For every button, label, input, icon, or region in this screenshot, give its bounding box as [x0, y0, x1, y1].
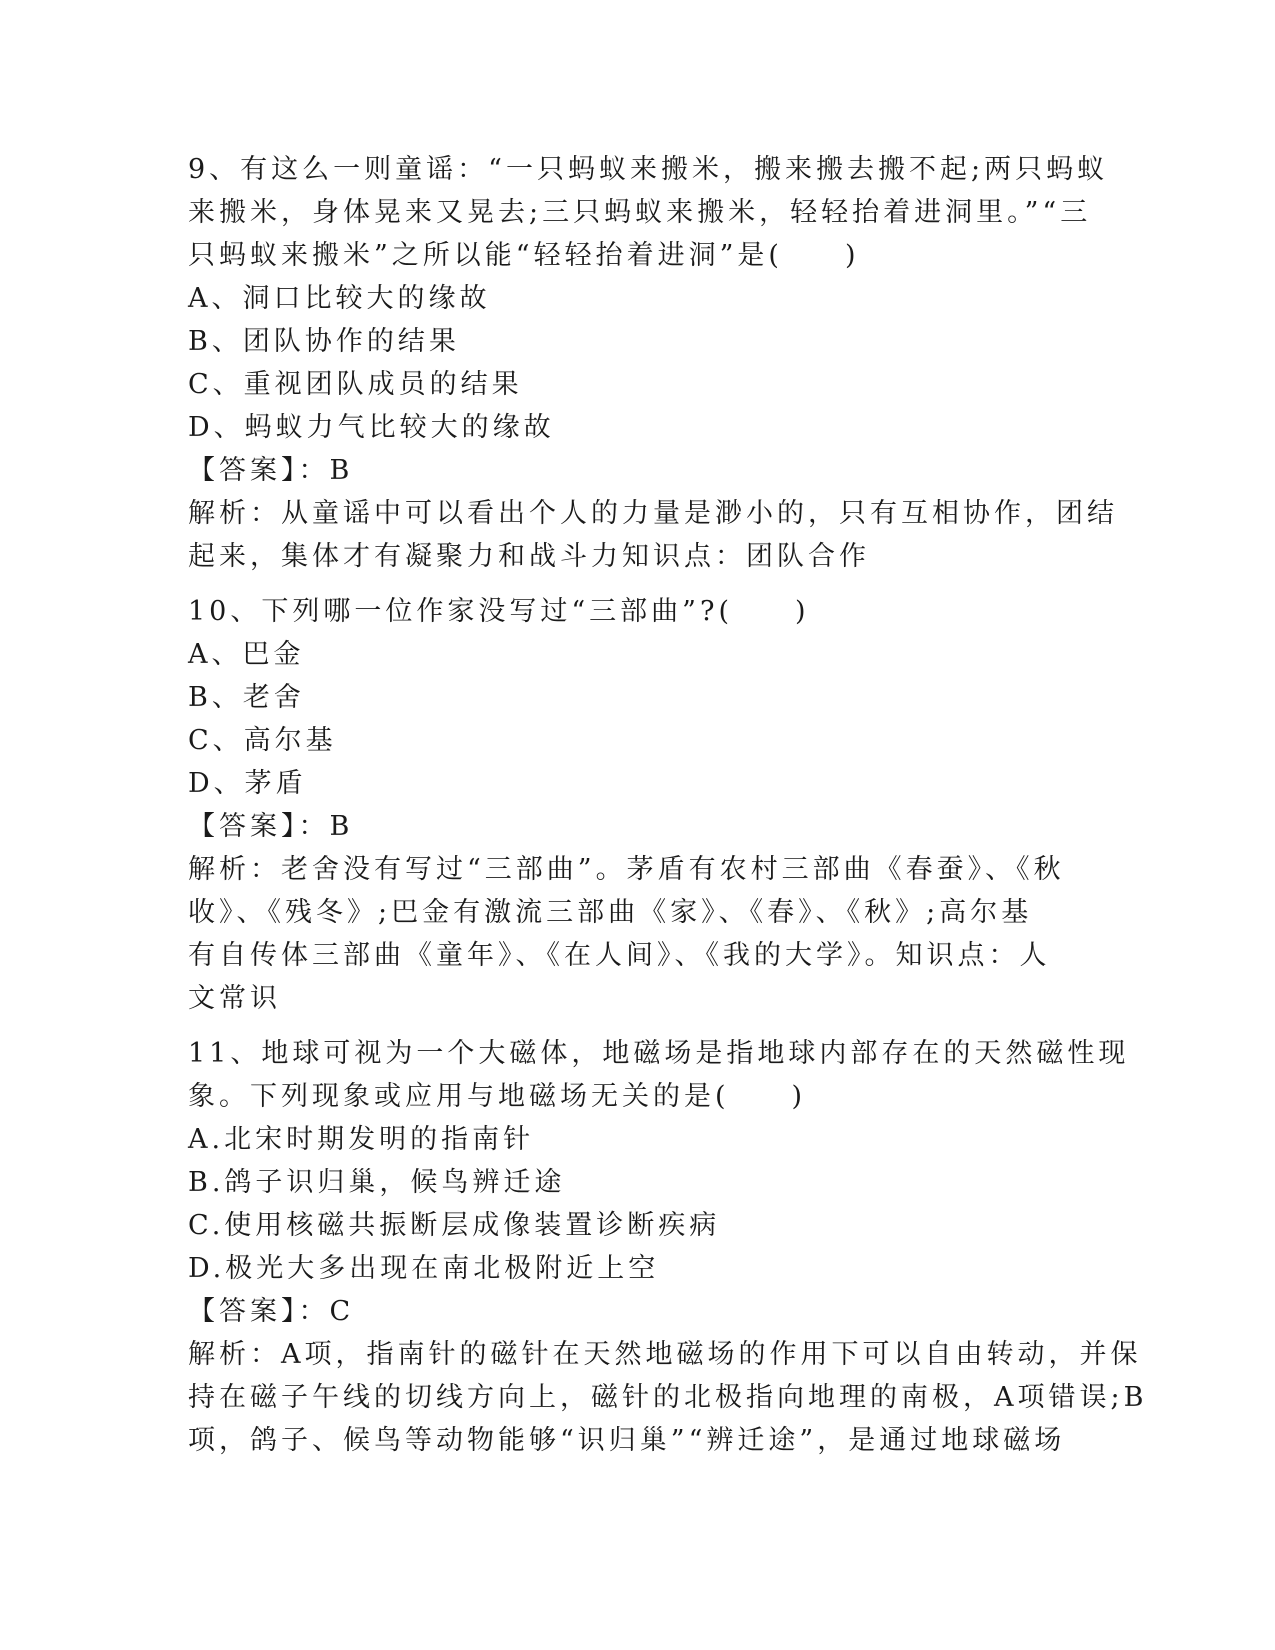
option-a: A、巴金 [188, 639, 305, 670]
question-stem-line: 11、地球可视为一个大磁体，地磁场是指地球内部存在的天然磁性现 [188, 1038, 1130, 1069]
question-stem-line: 只蚂蚁来搬米”之所以能“轻轻抬着进洞”是( ) [188, 240, 860, 271]
analysis-line: 起来，集体才有凝聚力和战斗力知识点：团队合作 [188, 541, 870, 572]
question-10 [188, 590, 1088, 1020]
option-d: D、茅盾 [188, 768, 307, 799]
question-stem-line: 来搬米，身体晃来又晃去;三只蚂蚁来搬米，轻轻抬着进洞里。”“三 [188, 197, 1092, 228]
analysis-line: 项，鸽子、候鸟等动物能够“识归巢”“辨迁途”，是通过地球磁场 [188, 1425, 1066, 1456]
option-a: A.北宋时期发明的指南针 [188, 1124, 535, 1155]
analysis-line: 解析：老舍没有写过“三部曲”。茅盾有农村三部曲《春蚕》、《秋 [188, 854, 1065, 885]
question-stem-line: 10、下列哪一位作家没写过“三部曲”?( ) [188, 596, 810, 627]
answer: 【答案】：B [188, 811, 354, 842]
option-c: C、高尔基 [188, 725, 337, 756]
document-page [188, 148, 1148, 1474]
analysis-line: 收》、《残冬》;巴金有激流三部曲《家》、《春》、《秋》;高尔基 [188, 897, 1033, 928]
question-stem-line: 象。下列现象或应用与地磁场无关的是( ) [188, 1081, 807, 1112]
option-d: D、蚂蚁力气比较大的缘故 [188, 412, 555, 443]
analysis-line: 有自传体三部曲《童年》、《在人间》、《我的大学》。知识点：人 [188, 940, 1051, 971]
analysis-line: 解析：从童谣中可以看出个人的力量是渺小的，只有互相协作，团结 [188, 498, 1118, 529]
option-d: D.极光大多出现在南北极附近上空 [188, 1253, 660, 1284]
option-a: A、洞口比较大的缘故 [188, 283, 491, 314]
question-11 [188, 1032, 1148, 1462]
option-b: B、老舍 [188, 682, 305, 713]
analysis-line: 持在磁子午线的切线方向上，磁针的北极指向地理的南极，A项错误;B [188, 1382, 1148, 1413]
answer: 【答案】：B [188, 455, 354, 486]
option-c: C、重视团队成员的结果 [188, 369, 523, 400]
answer: 【答案】：C [188, 1296, 355, 1327]
analysis-line: 解析：A项，指南针的磁针在天然地磁场的作用下可以自由转动，并保 [188, 1339, 1142, 1370]
option-c: C.使用核磁共振断层成像装置诊断疾病 [188, 1210, 721, 1241]
option-b: B、团队协作的结果 [188, 326, 460, 357]
question-stem-line: 9、有这么一则童谣：“一只蚂蚁来搬米，搬来搬去搬不起;两只蚂蚁 [188, 154, 1109, 185]
question-9 [188, 148, 1118, 578]
analysis-line: 文常识 [188, 983, 281, 1014]
option-b: B.鸽子识归巢，候鸟辨迁途 [188, 1167, 566, 1198]
